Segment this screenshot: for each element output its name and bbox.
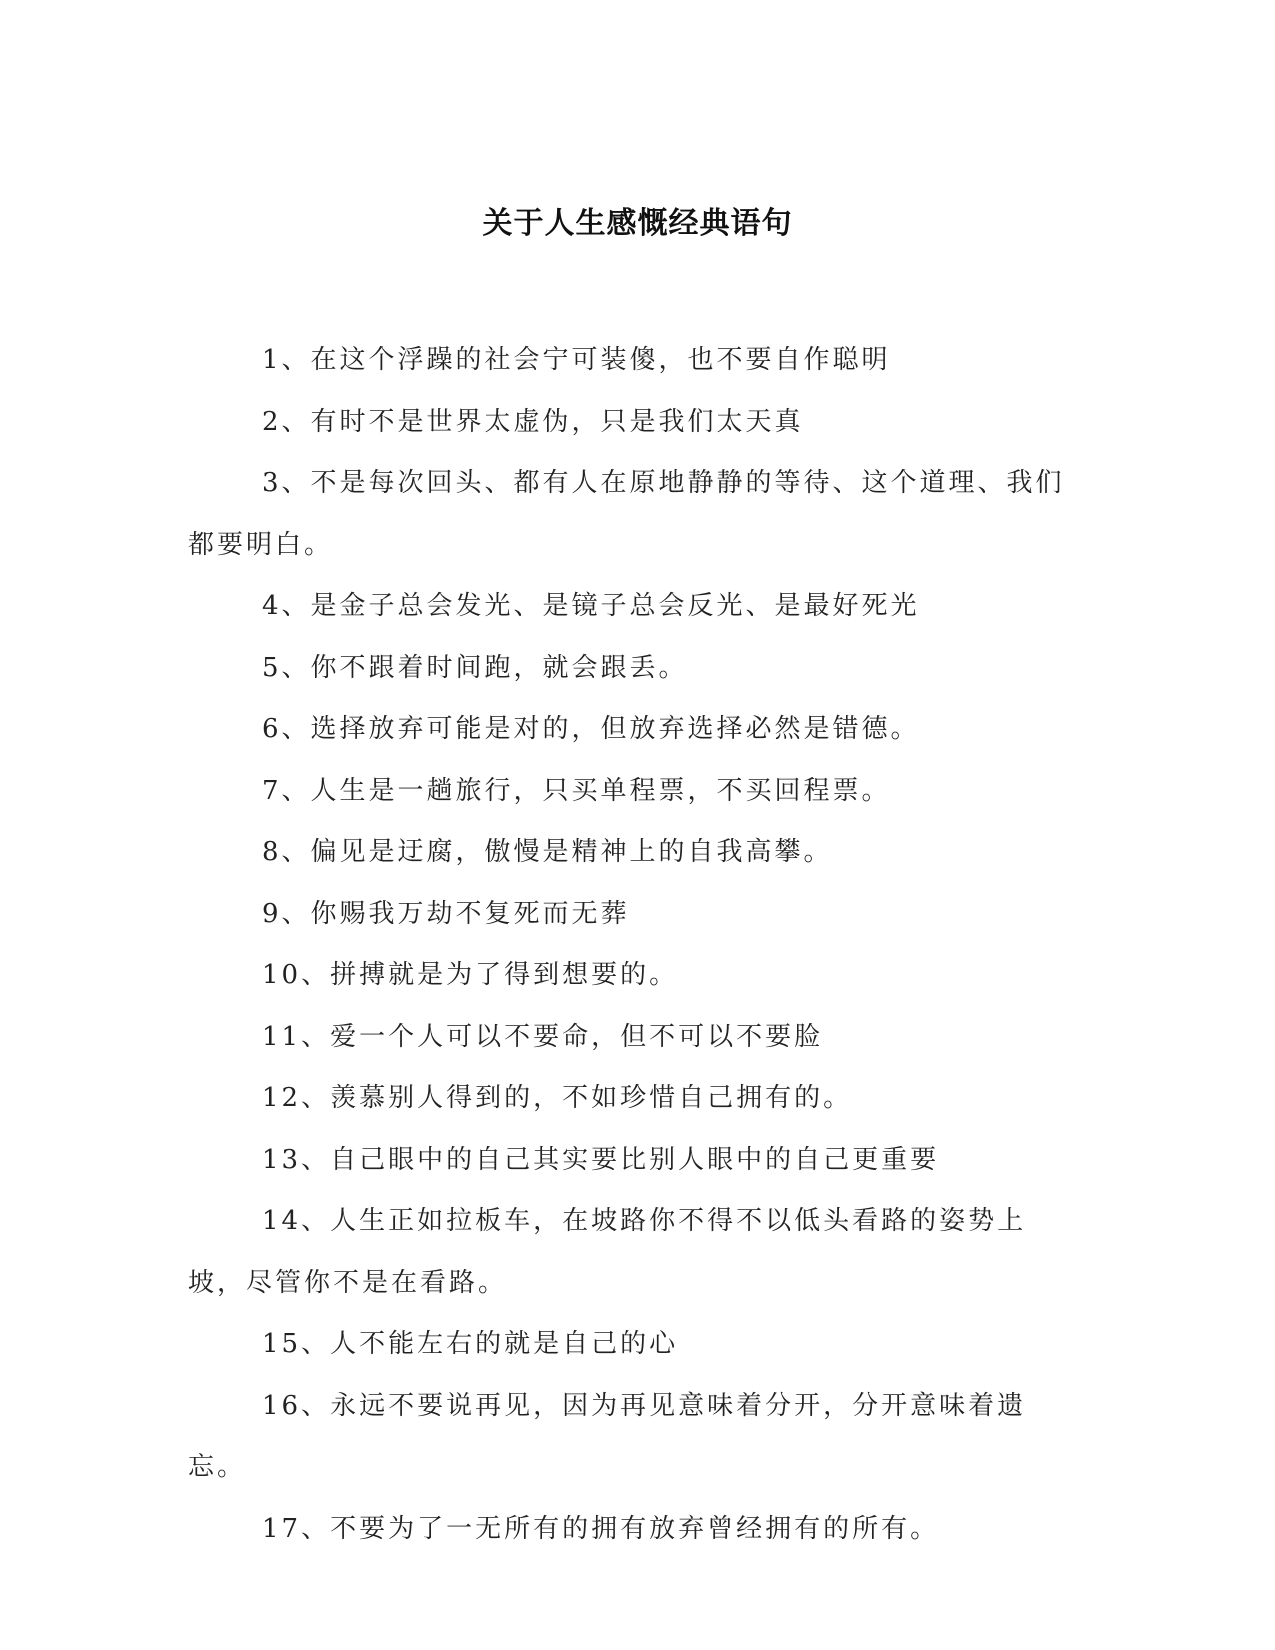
page-title: 关于人生感慨经典语句	[482, 206, 793, 241]
list-item: 13、自己眼中的自己其实要比别人眼中的自己更重要	[262, 1144, 940, 1175]
list-item: 11、爱一个人可以不要命，但不可以不要脸	[262, 1021, 824, 1052]
list-item: 1、在这个浮躁的社会宁可装傻，也不要自作聪明	[262, 345, 891, 375]
list-item: 2、有时不是世界太虚伪，只是我们太天真	[262, 406, 804, 437]
list-item: 16、永远不要说再见，因为再见意味着分开，分开意味着遗忘。	[188, 1390, 1027, 1482]
list-item: 7、人生是一趟旅行，只买单程票，不买回程票。	[262, 775, 891, 806]
list-item: 6、选择放弃可能是对的，但放弃选择必然是错德。	[262, 714, 920, 744]
list-item: 8、偏见是迂腐，傲慢是精神上的自我高攀。	[262, 837, 833, 867]
list-item: 5、你不跟着时间跑，就会跟丢。	[262, 652, 688, 683]
list-item: 15、人不能左右的就是自己的心	[262, 1329, 679, 1359]
list-item: 12、羡慕别人得到的，不如珍惜自己拥有的。	[262, 1083, 853, 1113]
list-item: 17、不要为了一无所有的拥有放弃曾经拥有的所有。	[262, 1513, 940, 1544]
list-item: 3、不是每次回头、都有人在原地静静的等待、这个道理、我们都要明白。	[188, 468, 1065, 560]
list-item: 10、拼搏就是为了得到想要的。	[262, 960, 679, 990]
quote-list	[188, 330, 1068, 1560]
list-item: 4、是金子总会发光、是镜子总会反光、是最好死光	[262, 591, 920, 621]
list-item: 14、人生正如拉板车，在坡路你不得不以低头看路的姿势上坡，尽管你不是在看路。	[188, 1206, 1027, 1298]
list-item: 9、你赐我万劫不复死而无葬	[262, 898, 630, 929]
